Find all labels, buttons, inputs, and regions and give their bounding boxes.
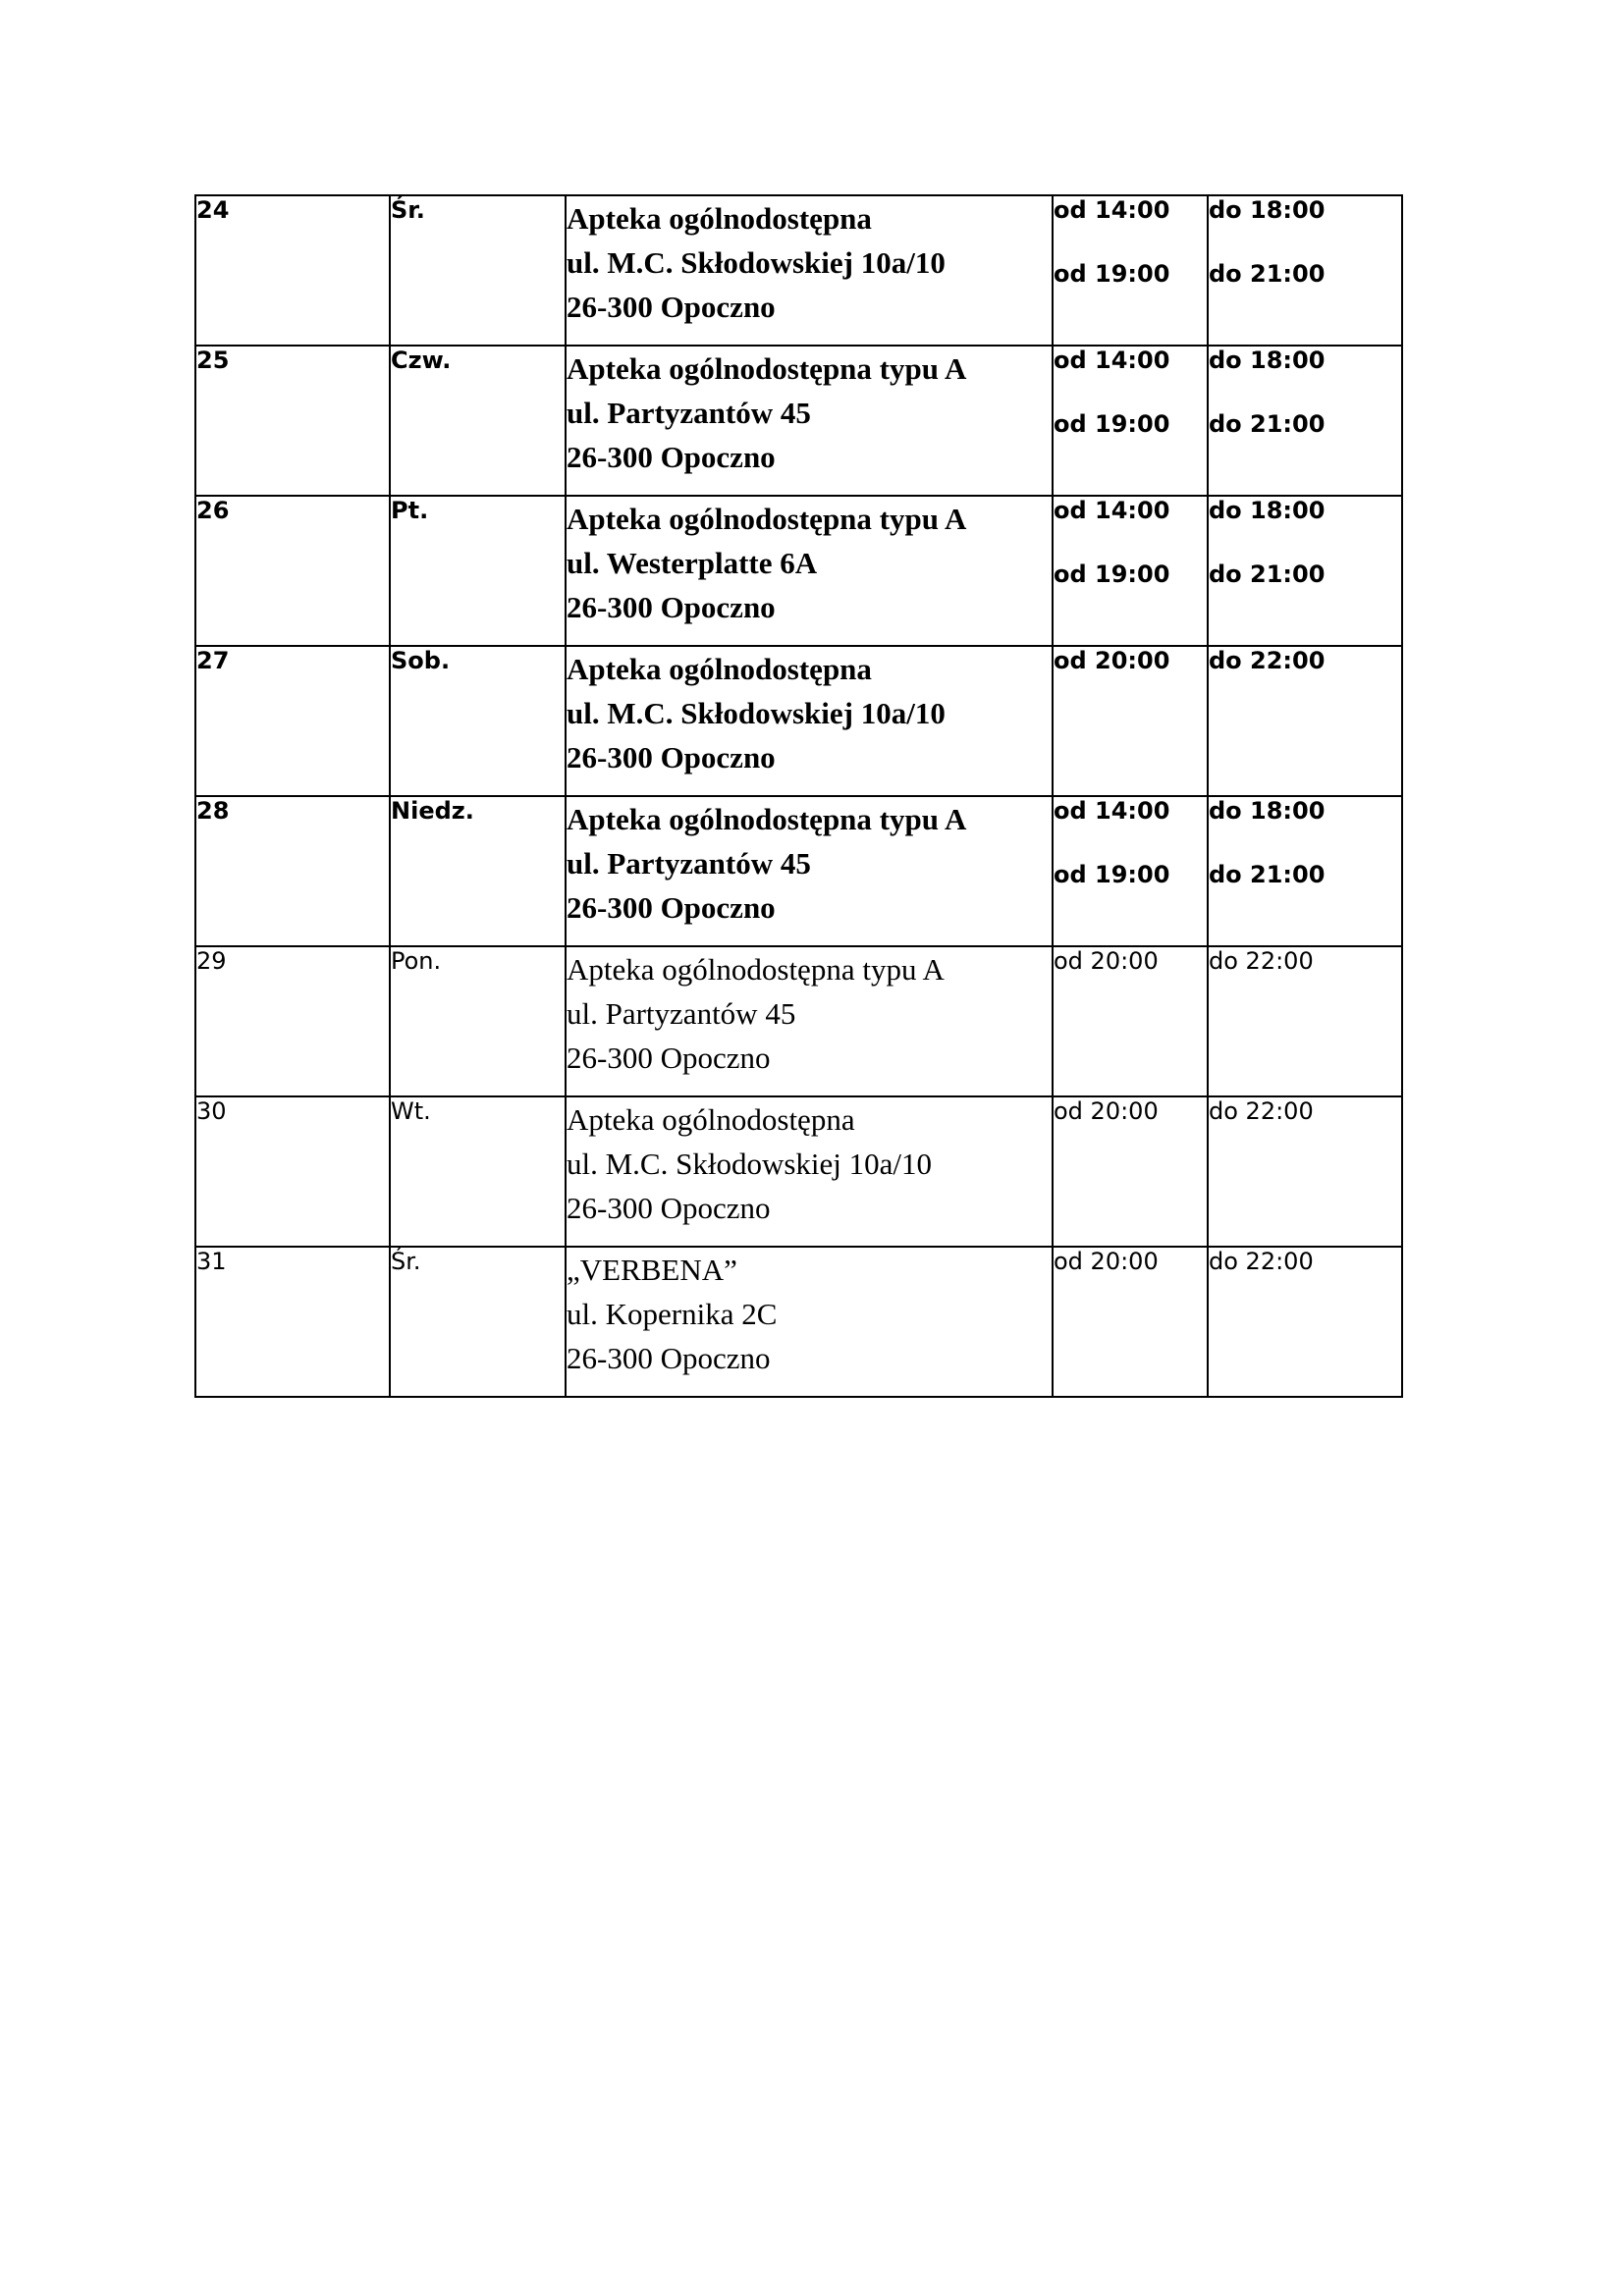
pharmacy-street: ul. M.C. Skłodowskiej 10a/10 bbox=[567, 245, 946, 280]
time-to: do 22:00 bbox=[1209, 1097, 1314, 1125]
time-from: od 19:00 bbox=[1054, 561, 1170, 588]
time-from-cell bbox=[1053, 496, 1208, 646]
pharmacy-name: Apteka ogólnodostępna bbox=[567, 1102, 855, 1137]
weekday: Sob. bbox=[391, 647, 451, 674]
weekday: Śr. bbox=[391, 1248, 421, 1275]
pharmacy-duty-table bbox=[194, 194, 1403, 1398]
time-to: do 18:00 bbox=[1209, 347, 1326, 374]
time-to: do 18:00 bbox=[1209, 196, 1326, 224]
weekday-cell bbox=[390, 496, 566, 646]
time-to-cell bbox=[1208, 796, 1402, 946]
pharmacy-street: ul. M.C. Skłodowskiej 10a/10 bbox=[567, 1147, 933, 1181]
pharmacy-cell bbox=[566, 946, 1053, 1096]
time-to-cell bbox=[1208, 946, 1402, 1096]
day-number: 24 bbox=[196, 196, 230, 224]
time-to: do 21:00 bbox=[1209, 861, 1326, 888]
time-from: od 19:00 bbox=[1054, 260, 1170, 288]
time-from: od 14:00 bbox=[1054, 797, 1170, 825]
day-number-cell bbox=[195, 646, 390, 796]
pharmacy-city: 26-300 Opoczno bbox=[567, 440, 776, 474]
weekday: Czw. bbox=[391, 347, 452, 374]
time-from: od 14:00 bbox=[1054, 497, 1170, 524]
time-to: do 21:00 bbox=[1209, 410, 1326, 438]
pharmacy-name: Apteka ogólnodostępna typu A bbox=[567, 952, 945, 987]
weekday-cell bbox=[390, 346, 566, 496]
day-number-cell bbox=[195, 1096, 390, 1247]
time-from: od 20:00 bbox=[1054, 1248, 1159, 1275]
time-to-cell bbox=[1208, 1247, 1402, 1397]
day-number-cell bbox=[195, 796, 390, 946]
time-from: od 20:00 bbox=[1054, 1097, 1159, 1125]
table-row bbox=[195, 1096, 1402, 1247]
day-number-cell bbox=[195, 1247, 390, 1397]
weekday-cell bbox=[390, 195, 566, 346]
day-number: 30 bbox=[196, 1097, 227, 1125]
table-row bbox=[195, 195, 1402, 346]
time-from: od 14:00 bbox=[1054, 347, 1170, 374]
pharmacy-street: ul. Kopernika 2C bbox=[567, 1297, 778, 1331]
weekday: Śr. bbox=[391, 196, 425, 224]
pharmacy-street: ul. Partyzantów 45 bbox=[567, 996, 796, 1031]
pharmacy-street: ul. Partyzantów 45 bbox=[567, 396, 811, 430]
weekday-cell bbox=[390, 646, 566, 796]
pharmacy-city: 26-300 Opoczno bbox=[567, 1341, 771, 1375]
weekday-cell bbox=[390, 946, 566, 1096]
pharmacy-city: 26-300 Opoczno bbox=[567, 1191, 771, 1225]
day-number: 28 bbox=[196, 797, 230, 825]
pharmacy-street: ul. M.C. Skłodowskiej 10a/10 bbox=[567, 696, 946, 730]
pharmacy-name: Apteka ogólnodostępna bbox=[567, 652, 872, 686]
day-number: 26 bbox=[196, 497, 230, 524]
pharmacy-city: 26-300 Opoczno bbox=[567, 590, 776, 624]
pharmacy-name: Apteka ogólnodostępna bbox=[567, 201, 872, 236]
day-number: 29 bbox=[196, 947, 227, 975]
time-to-cell bbox=[1208, 646, 1402, 796]
day-number: 25 bbox=[196, 347, 230, 374]
pharmacy-cell bbox=[566, 796, 1053, 946]
pharmacy-cell bbox=[566, 1096, 1053, 1247]
pharmacy-city: 26-300 Opoczno bbox=[567, 1041, 771, 1075]
time-to: do 21:00 bbox=[1209, 561, 1326, 588]
time-from: od 19:00 bbox=[1054, 410, 1170, 438]
weekday: Niedz. bbox=[391, 797, 474, 825]
time-from: od 14:00 bbox=[1054, 196, 1170, 224]
time-to: do 18:00 bbox=[1209, 797, 1326, 825]
pharmacy-cell bbox=[566, 346, 1053, 496]
table-row bbox=[195, 1247, 1402, 1397]
pharmacy-cell bbox=[566, 195, 1053, 346]
weekday: Pt. bbox=[391, 497, 429, 524]
weekday-cell bbox=[390, 796, 566, 946]
pharmacy-name: „VERBENA” bbox=[567, 1253, 737, 1287]
day-number-cell bbox=[195, 946, 390, 1096]
time-from: od 19:00 bbox=[1054, 861, 1170, 888]
day-number: 27 bbox=[196, 647, 230, 674]
time-to: do 21:00 bbox=[1209, 260, 1326, 288]
pharmacy-city: 26-300 Opoczno bbox=[567, 290, 776, 324]
pharmacy-cell bbox=[566, 646, 1053, 796]
time-from-cell bbox=[1053, 1247, 1208, 1397]
weekday: Pon. bbox=[391, 947, 442, 975]
time-to-cell bbox=[1208, 1096, 1402, 1247]
time-from-cell bbox=[1053, 195, 1208, 346]
pharmacy-city: 26-300 Opoczno bbox=[567, 890, 776, 925]
table-row bbox=[195, 796, 1402, 946]
table-row bbox=[195, 646, 1402, 796]
table-row bbox=[195, 946, 1402, 1096]
pharmacy-name: Apteka ogólnodostępna typu A bbox=[567, 351, 967, 386]
time-to-cell bbox=[1208, 346, 1402, 496]
day-number-cell bbox=[195, 496, 390, 646]
day-number: 31 bbox=[196, 1248, 227, 1275]
time-to-cell bbox=[1208, 496, 1402, 646]
time-from-cell bbox=[1053, 796, 1208, 946]
time-to: do 22:00 bbox=[1209, 647, 1326, 674]
time-from: od 20:00 bbox=[1054, 947, 1159, 975]
table-row bbox=[195, 496, 1402, 646]
time-from: od 20:00 bbox=[1054, 647, 1170, 674]
pharmacy-street: ul. Westerplatte 6A bbox=[567, 546, 818, 580]
day-number-cell bbox=[195, 346, 390, 496]
time-from-cell bbox=[1053, 1096, 1208, 1247]
pharmacy-cell bbox=[566, 496, 1053, 646]
time-from-cell bbox=[1053, 946, 1208, 1096]
time-from-cell bbox=[1053, 646, 1208, 796]
pharmacy-name: Apteka ogólnodostępna typu A bbox=[567, 802, 967, 836]
day-number-cell bbox=[195, 195, 390, 346]
weekday-cell bbox=[390, 1247, 566, 1397]
time-to: do 22:00 bbox=[1209, 1248, 1314, 1275]
pharmacy-street: ul. Partyzantów 45 bbox=[567, 846, 811, 881]
pharmacy-name: Apteka ogólnodostępna typu A bbox=[567, 502, 967, 536]
time-to: do 18:00 bbox=[1209, 497, 1326, 524]
weekday: Wt. bbox=[391, 1097, 431, 1125]
time-to: do 22:00 bbox=[1209, 947, 1314, 975]
pharmacy-city: 26-300 Opoczno bbox=[567, 740, 776, 774]
time-from-cell bbox=[1053, 346, 1208, 496]
time-to-cell bbox=[1208, 195, 1402, 346]
pharmacy-cell bbox=[566, 1247, 1053, 1397]
weekday-cell bbox=[390, 1096, 566, 1247]
table-row bbox=[195, 346, 1402, 496]
table-body bbox=[195, 195, 1402, 1397]
